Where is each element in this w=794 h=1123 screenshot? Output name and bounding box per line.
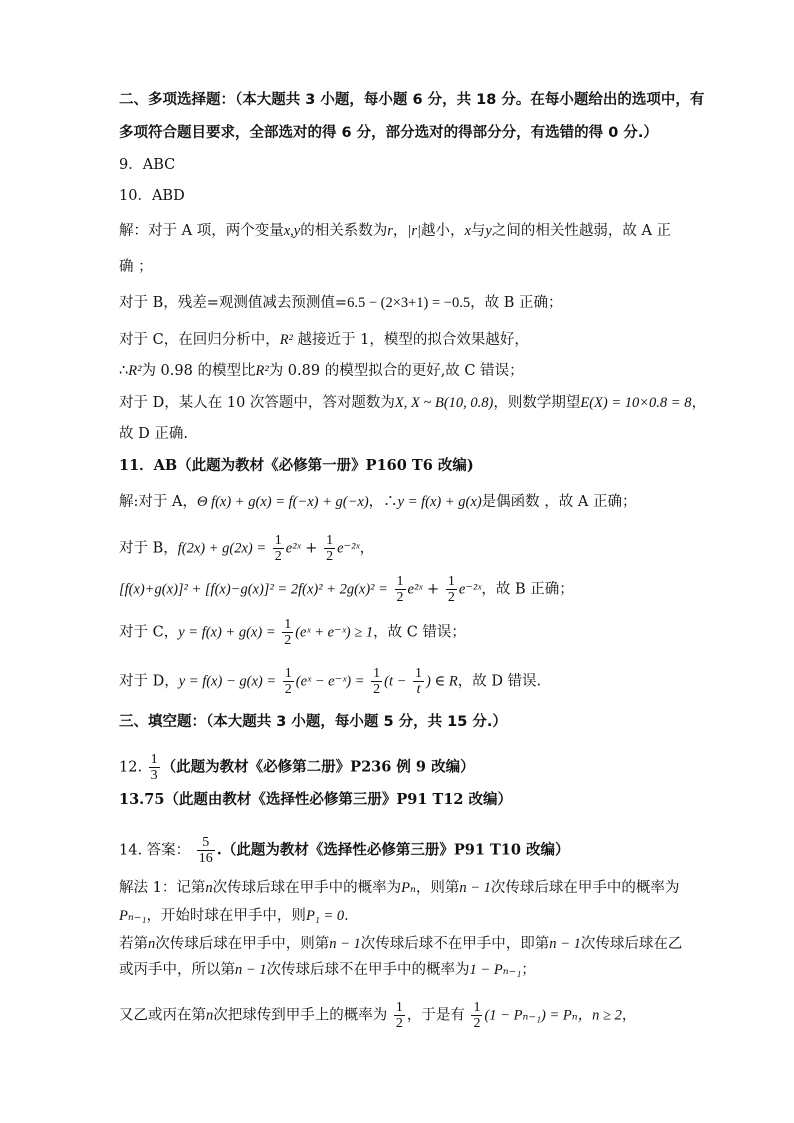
q14-answer: 14. 答案： $\frac{5}{16}$ .（此题为教材《选择性必修第三册》P91 T10 改编） (119, 835, 570, 866)
fraction-half: $\frac{1}{2}$ (284, 666, 292, 697)
q14-solution-line4: 或丙手中，所以第n − 1次传球后球不在甲手中的概率为1 − Pₙ₋₁； (119, 962, 536, 978)
fraction-half: $\frac{1}{2}$ (473, 1000, 481, 1031)
q10-option-d-cont: 故 D 正确. (119, 426, 188, 442)
fraction-half: $\frac{1}{2}$ (395, 1000, 403, 1031)
q13-answer: 13.75（此题由教材《选择性必修第三册》P91 T12 改编） (119, 791, 513, 808)
q10-option-c: 对于 C，在回归分析中，R² 越接近于 1，模型的拟合效果越好， (119, 332, 529, 348)
fraction-one-third: $\frac{1}{3}$ (150, 752, 158, 783)
q14-solution-line3: 若第n次传球后球在甲手中，则第n − 1次传球后球不在甲手中，即第n − 1次传球后球在乙 (119, 936, 683, 952)
q10-option-d: 对于 D，某人在 10 次答题中，答对题数为X, X ~ B(10, 0.8)，则数学期望E(X) = 10×0.8 = 8， (119, 395, 706, 411)
fraction-half: $\frac{1}{2}$ (326, 533, 334, 564)
fraction-half: $\frac{1}{2}$ (447, 574, 455, 605)
q11-header: 11．AB（此题为教材《必修第一册》P160 T6 改编) (119, 457, 474, 474)
fraction-one-over-t: $\frac{1}{t}$ (415, 666, 423, 697)
q10-option-a-cont: 确 ； (119, 259, 153, 275)
section-two-header-line2: 多项符合题目要求，全部选对的得 6 分，部分选对的得部分分，有选错的得 0 分.） (119, 125, 658, 141)
fraction-half: $\frac{1}{2}$ (373, 666, 381, 697)
q11-option-c: 对于 C，y = f(x) + g(x) = $\frac{1}{2}$ (eˣ + e⁻ˣ) ≥ 1，故 C 错误； (119, 617, 466, 648)
section-two-header-line1: 二、多项选择题：（本大题共 3 小题，每小题 6 分，共 18 分。在每小题给出的选项中，有 (119, 92, 705, 108)
q11-option-b: 对于 B，f(2x) + g(2x) = $\frac{1}{2}$ e²ˣ + $\frac{1}{2}$ e⁻²ˣ， (119, 533, 375, 564)
fraction-half: $\frac{1}{2}$ (284, 617, 292, 648)
q14-solution-line2: Pₙ₋₁，开始时球在甲手中，则P₁ = 0． (119, 908, 359, 924)
q9-answer: 9．ABC (119, 157, 176, 173)
section-three-header: 三、填空题：（本大题共 3 小题，每小题 5 分，共 15 分.） (119, 714, 507, 730)
q11-option-a: 解:对于 A，Θ f(x) + g(x) = f(−x) + g(−x)，∴y = f(x) + g(x)是偶函数 ，故 A 正确； (119, 494, 637, 510)
q11-option-b-cont: [f(x)+g(x)]² + [f(x)−g(x)]² = 2f(x)² + 2g(x)² = $\frac{1}{2}$ e²ˣ + $\frac{1}{2}$ e⁻²ˣ，故 B 正确； (119, 574, 574, 605)
fraction-five-sixteenths: $\frac{5}{16}$ (198, 835, 213, 866)
q11-option-d: 对于 D，y = f(x) − g(x) = $\frac{1}{2}$ (eˣ − e⁻ˣ) = $\frac{1}{2}$ (t − $\frac{1}{t}$ ) ∈ R，故 D 错误. (119, 666, 542, 697)
q10-answer: 10．ABD (119, 188, 185, 204)
q10-option-c-cont: ∴R²为 0.98 的模型比R²为 0.89 的模型拟合的更好,故 C 错误； (119, 363, 524, 379)
q14-solution-line5: 又乙或丙在第n次把球传到甲手上的概率为 $\frac{1}{2}$ ，于是有 $\frac{1}{2}$ (1 − Pₙ₋₁) = Pₙ，n ≥ 2， (119, 1000, 637, 1031)
q14-solution-line1: 解法 1：记第n次传球后球在甲手中的概率为Pₙ，则第n − 1次传球后球在甲手中的概率为 (119, 880, 680, 896)
q10-option-a: 解：对于 A 项，两个变量x,y的相关系数为r，|r|越小，x与y之间的相关性越弱，故 A 正 (119, 223, 672, 239)
fraction-half: $\frac{1}{2}$ (396, 574, 404, 605)
q10-option-b: 对于 B，残差=观测值减去预测值=6.5 − (2×3+1) = −0.5，故 B 正确； (119, 295, 563, 311)
fraction-half: $\frac{1}{2}$ (274, 533, 282, 564)
q12-answer: 12. $\frac{1}{3}$ （此题为教材《必修第二册》P236 例 9 改编） (119, 752, 475, 783)
